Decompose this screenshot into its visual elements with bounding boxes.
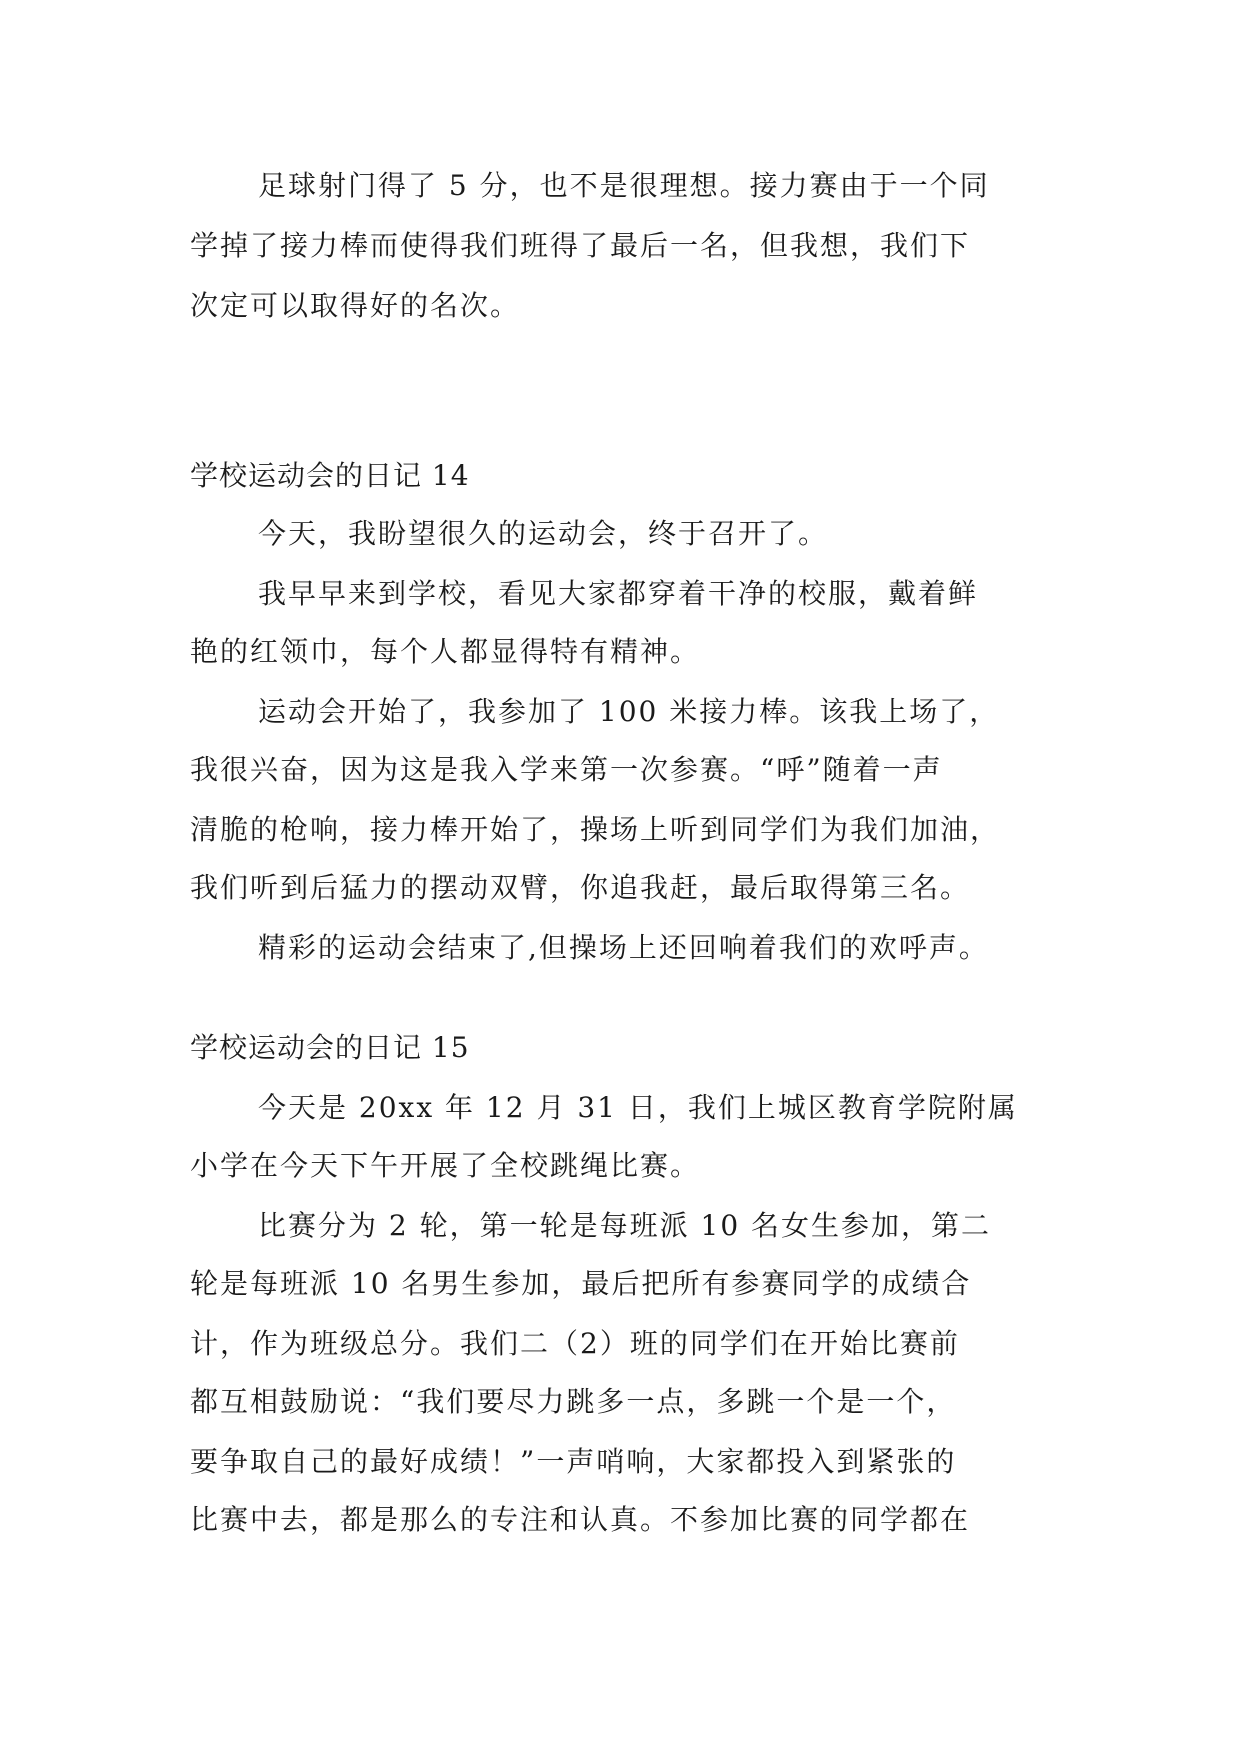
- paragraph-line: 比赛中去，都是那么的专注和认真。不参加比赛的同学都在: [190, 1503, 971, 1536]
- paragraph-line: 计，作为班级总分。我们二（2）班的同学们在开始比赛前: [190, 1327, 960, 1360]
- paragraph-line: 比赛分为 2 轮，第一轮是每班派 10 名女生参加，第二: [258, 1209, 992, 1242]
- paragraph-line: 我们听到后猛力的摆动双臂，你追我赶，最后取得第三名。: [190, 871, 971, 904]
- section-title: 学校运动会的日记 14: [190, 459, 470, 492]
- paragraph-line: 艳的红领巾，每个人都显得特有精神。: [190, 635, 701, 668]
- paragraph-line: 足球射门得了 5 分，也不是很理想。接力赛由于一个同: [258, 169, 990, 202]
- paragraph-line: 要争取自己的最好成绩！”一声哨响，大家都投入到紧张的: [190, 1445, 957, 1478]
- paragraph-line: 运动会开始了，我参加了 100 米接力棒。该我上场了，: [258, 695, 1000, 728]
- paragraph-line: 今天是 20xx 年 12 月 31 日，我们上城区教育学院附属: [258, 1091, 1018, 1124]
- paragraph-line: 都互相鼓励说：“我们要尽力跳多一点，多跳一个是一个，: [190, 1385, 957, 1418]
- paragraph-line: 今天，我盼望很久的运动会，终于召开了。: [258, 517, 829, 550]
- section-title: 学校运动会的日记 15: [190, 1031, 470, 1064]
- paragraph-line: 我很兴奋，因为这是我入学来第一次参赛。“呼”随着一声: [190, 753, 943, 786]
- paragraph-line: 精彩的运动会结束了,但操场上还回响着我们的欢呼声。: [258, 931, 989, 964]
- paragraph-line: 次定可以取得好的名次。: [190, 289, 521, 322]
- paragraph-line: 轮是每班派 10 名男生参加，最后把所有参赛同学的成绩合: [190, 1267, 972, 1300]
- paragraph-line: 我早早来到学校，看见大家都穿着干净的校服，戴着鲜: [258, 577, 979, 610]
- paragraph-line: 小学在今天下午开展了全校跳绳比赛。: [190, 1149, 701, 1182]
- paragraph-line: 清脆的枪响，接力棒开始了，操场上听到同学们为我们加油，: [190, 813, 1001, 846]
- paragraph-line: 学掉了接力棒而使得我们班得了最后一名，但我想，我们下: [190, 229, 971, 262]
